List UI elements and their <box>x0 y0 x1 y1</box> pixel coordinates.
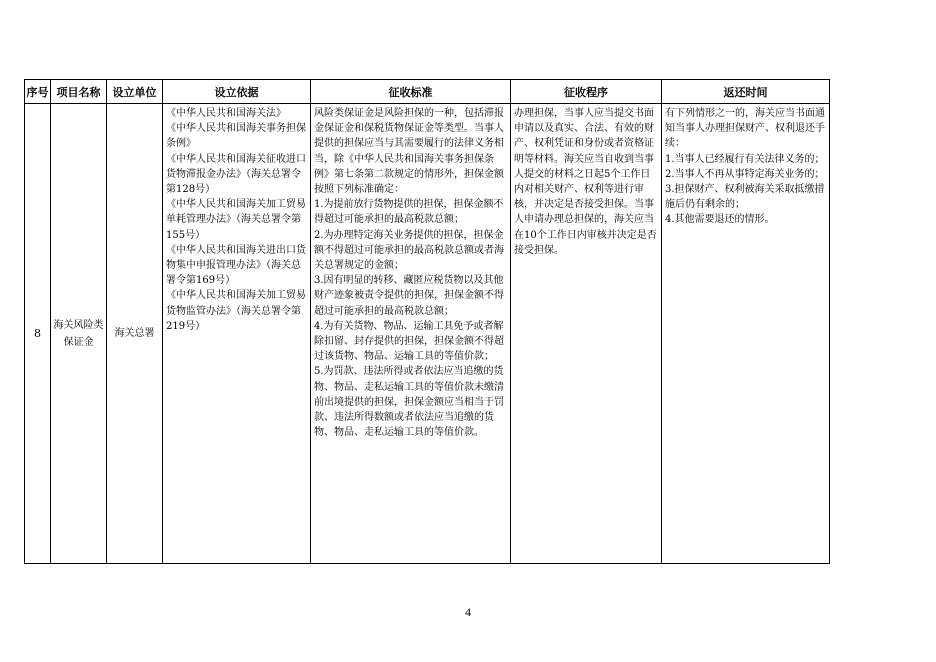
row-standard <box>311 104 511 564</box>
standard-item-2: 2.为办理特定海关业务提供的担保，担保金额不得超过可能承担的最高税款总额或者海关总署规定的金额； <box>314 229 504 272</box>
basis-law-1: 《中华人民共和国海关法》 <box>166 108 286 119</box>
refund-item-3: 3.担保财产、权利被海关采取抵缴措施后仍有剩余的； <box>665 184 825 211</box>
standard-intro: 风险类保证金是风险担保的一种，包括滞报金保证金和保税货物保证金等类型。当事人提供的担保应当与其需要履行的法律义务相当，除《中华人民共和国海关事务担保条例》第七条第二款规定的情形外，担保金额按照下列标准确定： <box>314 108 504 196</box>
refund-item-2: 2.当事人不再从事特定海关业务的； <box>665 168 825 180</box>
basis-law-5: 《中华人民共和国海关进出口货物集中申报管理办法》（海关总署令第169号） <box>166 244 306 287</box>
row-item-name: 海关风险类保证金 <box>51 104 107 564</box>
standard-item-1: 1.为提前放行货物提供的担保，担保金额不得超过可能承担的最高税款总额； <box>314 199 504 226</box>
basis-law-4: 《中华人民共和国海关加工贸易单耗管理办法》（海关总署令第155号） <box>166 199 306 241</box>
row-procedure <box>511 104 662 564</box>
header-number: 序号 <box>25 80 51 104</box>
refund-item-1: 1.当事人已经履行有关法律义务的； <box>665 153 825 165</box>
row-unit: 海关总署 <box>107 104 163 564</box>
row-refund-time <box>662 104 830 564</box>
basis-law-6: 《中华人民共和国海关加工贸易货物监管办法》（海关总署令第219号） <box>166 290 306 332</box>
basis-law-2: 《中华人民共和国海关事务担保条例》 <box>166 123 306 150</box>
row-basis <box>163 104 311 564</box>
header-item-name: 项目名称 <box>51 80 107 104</box>
page-number: 4 <box>465 605 471 619</box>
header-procedure: 征收程序 <box>511 80 662 104</box>
standard-item-4: 4.为有关货物、物品、运输工具免予或者解除扣留、封存提供的担保，担保金额不得超过该货物、物品、运输工具的等值价款； <box>314 320 504 363</box>
basis-law-3: 《中华人民共和国海关征收进口货物滞报金办法》（海关总署令第128号） <box>166 153 306 196</box>
table-header-row <box>25 80 830 104</box>
procedure-text: 办理担保，当事人应当提交书面申请以及真实、合法、有效的财产、权利凭证和身份或者资格证明等材料。海关应当自收到当事人提交的材料之日起5个工作日内对相关财产、权利等进行审核，并决定是否接受担保。当事人申请办理总担保的，海关应当在10个工作日内审核并决定是否接受担保。 <box>514 108 657 256</box>
standard-item-5: 5.为罚款、违法所得或者依法应当追缴的货物、物品、走私运输工具的等值价款未缴清前出境提供的担保，担保金额应当相当于罚款、违法所得数额或者依法应当追缴的货物、物品、走私运输工具的等值价款。 <box>314 366 504 439</box>
table-row <box>25 104 830 564</box>
fee-table <box>24 79 830 564</box>
header-unit: 设立单位 <box>107 80 163 104</box>
header-standard: 征收标准 <box>311 80 511 104</box>
standard-item-3: 3.因有明显的转移、藏匿应税货物以及其他财产迹象被责令提供的担保，担保金额不得超过可能承担的最高税款总额； <box>314 275 504 317</box>
row-number: 8 <box>25 104 51 564</box>
refund-intro: 有下列情形之一的，海关应当书面通知当事人办理担保财产、权利退还手续： <box>665 108 825 150</box>
header-refund-time: 返还时间 <box>662 80 830 104</box>
header-basis: 设立依据 <box>163 80 311 104</box>
refund-item-4: 4.其他需要退还的情形。 <box>665 214 775 226</box>
